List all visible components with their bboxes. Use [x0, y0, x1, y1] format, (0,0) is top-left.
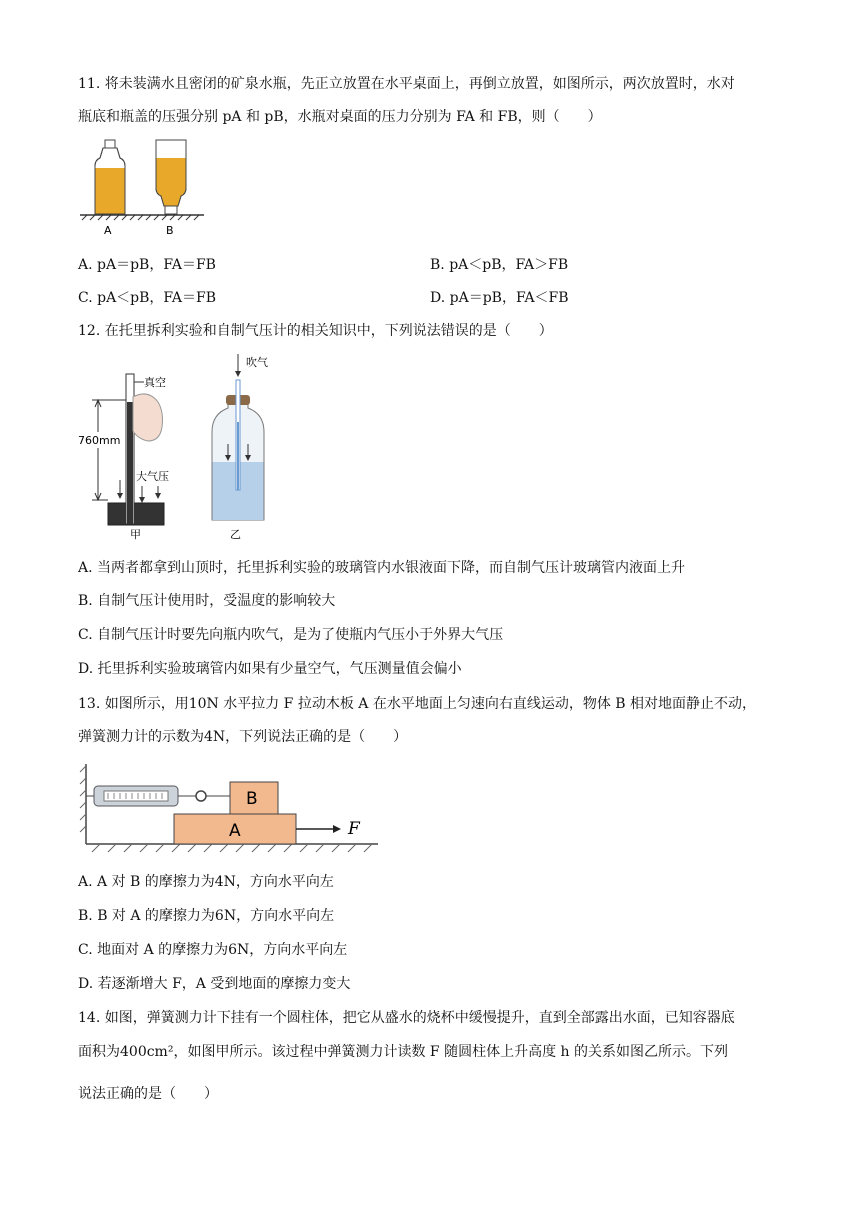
- q11-bottles-figure: [78, 138, 208, 238]
- q13-option-a[interactable]: A. A 对 B 的摩擦力为4N，方向水平向左: [78, 874, 334, 890]
- q13-line1: 13. 如图所示，用10N 水平拉力 F 拉动木板 A 在水平地面上匀速向右直线运动，物体 B 相对地面静止不动，: [78, 696, 757, 712]
- q11-line2: 瓶底和瓶盖的压强分别 pA 和 pB，水瓶对桌面的压力分别为 FA 和 FB，则（ ）: [78, 109, 602, 125]
- q12-label-yi: 乙: [230, 528, 241, 541]
- q14-line3: 说法正确的是（ ）: [78, 1086, 218, 1102]
- q11-option-d[interactable]: D. pA＝pB，FA＜FB: [430, 290, 569, 306]
- q13-label-board-a: A: [229, 821, 241, 841]
- q12-label-height: 760mm: [78, 434, 121, 447]
- q14-line1: 14. 如图，弹簧测力计下挂有一个圆柱体，把它从盛水的烧杯中缓慢提升，直到全部露出水面，已知容器底: [78, 1010, 735, 1026]
- q11-option-a[interactable]: A. pA＝pB，FA＝FB: [78, 257, 216, 273]
- q14-line2: 面积为400cm²，如图甲所示。该过程中弹簧测力计读数 F 随圆柱体上升高度 h 的关系如图乙所示。下列: [78, 1044, 728, 1060]
- q11-option-b[interactable]: B. pA＜pB，FA＞FB: [430, 257, 569, 273]
- q13-label-block-b: B: [246, 789, 258, 809]
- q12-label-blow: 吹气: [246, 356, 268, 369]
- q12-barometer-figure: [78, 352, 278, 542]
- q11-label-b: B: [166, 224, 174, 237]
- q13-option-c[interactable]: C. 地面对 A 的摩擦力为6N，方向水平向左: [78, 942, 348, 958]
- q12-option-a[interactable]: A. 当两者都拿到山顶时，托里拆利实验的玻璃管内水银液面下降，而自制气压计玻璃管内液面上升: [78, 560, 686, 576]
- q13-friction-figure: [78, 762, 383, 858]
- q12-option-c[interactable]: C. 自制气压计时要先向瓶内吹气，是为了使瓶内气压小于外界大气压: [78, 627, 504, 643]
- q12-label-atm: 大气压: [136, 470, 169, 483]
- q11-option-c[interactable]: C. pA＜pB，FA＝FB: [78, 290, 217, 306]
- q13-line2: 弹簧测力计的示数为4N，下列说法正确的是（ ）: [78, 729, 408, 745]
- q11-label-a: A: [104, 224, 112, 237]
- q13-label-force-f: F: [348, 819, 360, 839]
- q12-line1: 12. 在托里拆利实验和自制气压计的相关知识中，下列说法错误的是（ ）: [78, 323, 553, 339]
- q11-line1: 11. 将未装满水且密闭的矿泉水瓶，先正立放置在水平桌面上，再倒立放置，如图所示，两次放置时，水对: [78, 76, 735, 92]
- q12-label-jia: 甲: [130, 528, 141, 541]
- q12-label-vacuum: 真空: [144, 376, 166, 389]
- q13-option-b[interactable]: B. B 对 A 的摩擦力为6N，方向水平向左: [78, 908, 335, 924]
- q12-option-b[interactable]: B. 自制气压计使用时，受温度的影响较大: [78, 593, 336, 609]
- q12-option-d[interactable]: D. 托里拆利实验玻璃管内如果有少量空气，气压测量值会偏小: [78, 661, 462, 677]
- q13-option-d[interactable]: D. 若逐渐增大 F，A 受到地面的摩擦力变大: [78, 976, 351, 992]
